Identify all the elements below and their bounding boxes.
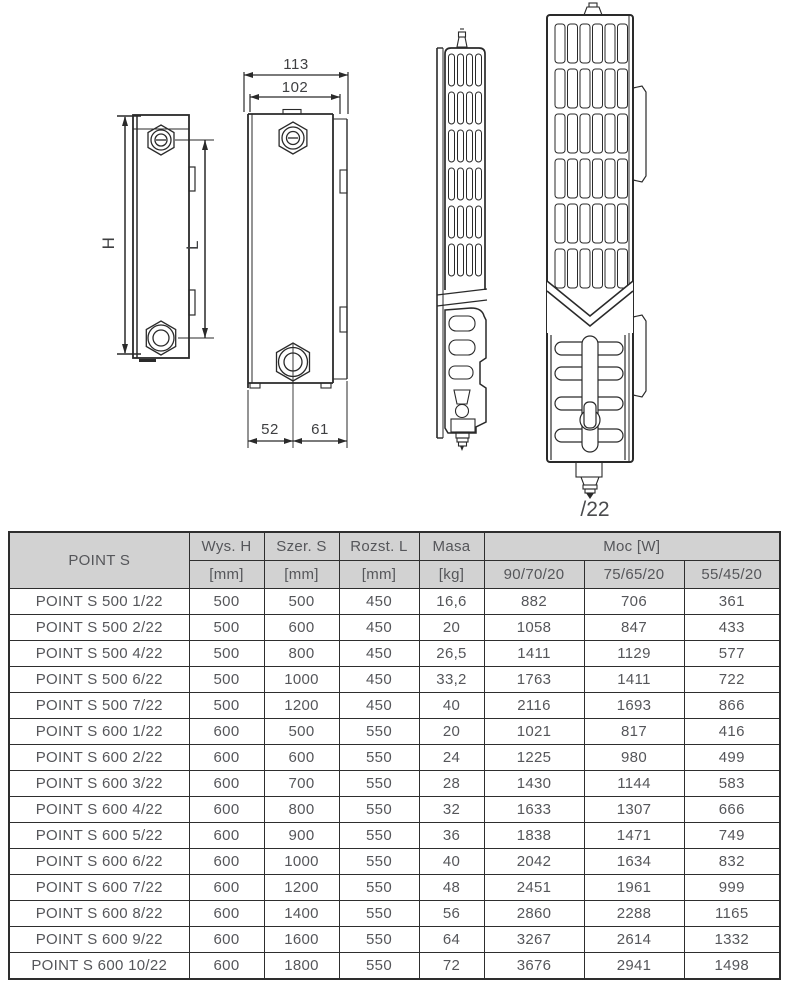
dimension-102 [250,94,340,114]
model-cell: POINT S 600 3/22 [9,771,189,797]
value-cell: 361 [684,589,780,615]
model-cell: POINT S 600 6/22 [9,849,189,875]
value-cell: 980 [584,745,684,771]
table-row [9,823,780,849]
value-cell: 500 [189,693,264,719]
model-cell: POINT S 500 4/22 [9,641,189,667]
table-row [9,641,780,667]
table-row [9,719,780,745]
model-cell: POINT S 600 1/22 [9,719,189,745]
value-cell: 1058 [484,615,584,641]
model-cell: POINT S 500 7/22 [9,693,189,719]
product-series-header: POINT S [9,532,189,589]
drain-plug-icon [456,432,469,451]
value-cell: 1800 [264,953,339,980]
value-cell: 1400 [264,901,339,927]
value-cell: 26,5 [419,641,484,667]
dimension-l [202,140,208,338]
value-cell: 2614 [584,927,684,953]
value-cell: 36 [419,823,484,849]
value-cell: 999 [684,875,780,901]
value-cell: 450 [339,641,419,667]
value-cell: 500 [264,589,339,615]
table-row [9,927,780,953]
value-cell: 800 [264,797,339,823]
side-view-dimension-drawing [236,56,354,456]
value-cell: 33,2 [419,667,484,693]
height-column-header: Wys. H [189,532,264,561]
value-cell: 1430 [484,771,584,797]
spec-table [8,531,781,980]
value-cell: 3267 [484,927,584,953]
height-unit-header: [mm] [189,561,264,589]
break-line [547,281,633,333]
value-cell: 866 [684,693,780,719]
value-cell: 550 [339,719,419,745]
value-cell: 550 [339,797,419,823]
value-cell: 583 [684,771,780,797]
value-cell: 16,6 [419,589,484,615]
value-cell: 1634 [584,849,684,875]
value-cell: 2860 [484,901,584,927]
value-cell: 749 [684,823,780,849]
value-cell: 817 [584,719,684,745]
power-regime-header: 75/65/20 [584,561,684,589]
value-cell: 1600 [264,927,339,953]
value-cell: 1763 [484,667,584,693]
profile-cutaway-wide-drawing [536,0,670,528]
break-line [437,289,487,306]
mass-unit-header: [kg] [419,561,484,589]
top-valve-icon [279,122,307,154]
table-row [9,797,780,823]
value-cell: 416 [684,719,780,745]
table-row [9,693,780,719]
value-cell: 499 [684,745,780,771]
value-cell: 550 [339,927,419,953]
value-cell: 550 [339,823,419,849]
depth-total-label: 113 [283,56,309,73]
value-cell: 706 [584,589,684,615]
pitch-column-header: Rozst. L [339,532,419,561]
table-row [9,953,780,980]
value-cell: 700 [264,771,339,797]
value-cell: 3676 [484,953,584,980]
value-cell: 72 [419,953,484,980]
value-cell: 450 [339,615,419,641]
grille-slots [555,24,628,288]
value-cell: 550 [339,901,419,927]
value-cell: 2451 [484,875,584,901]
value-cell: 1000 [264,667,339,693]
value-cell: 40 [419,849,484,875]
power-regime-header: 90/70/20 [484,561,584,589]
value-cell: 1000 [264,849,339,875]
width-unit-header: [mm] [264,561,339,589]
value-cell: 20 [419,719,484,745]
height-dimension-label: H [99,236,118,250]
table-row [9,875,780,901]
table-row [9,771,780,797]
value-cell: 600 [189,849,264,875]
value-cell: 1838 [484,823,584,849]
value-cell: 500 [264,719,339,745]
value-cell: 1471 [584,823,684,849]
power-regime-header: 55/45/20 [684,561,780,589]
value-cell: 600 [189,797,264,823]
value-cell: 847 [584,615,684,641]
value-cell: 550 [339,745,419,771]
front-grille-panel [445,48,485,290]
value-cell: 40 [419,693,484,719]
value-cell: 600 [264,745,339,771]
value-cell: 600 [189,901,264,927]
model-cell: POINT S 600 5/22 [9,823,189,849]
value-cell: 500 [189,667,264,693]
profile-cutaway-narrow-drawing [424,18,508,470]
value-cell: 600 [189,927,264,953]
value-cell: 24 [419,745,484,771]
spacing-dimension-label: L [183,240,202,250]
value-cell: 832 [684,849,780,875]
value-cell: 550 [339,849,419,875]
table-row [9,849,780,875]
value-cell: 1144 [584,771,684,797]
wall-bracket [633,86,646,397]
value-cell: 48 [419,875,484,901]
value-cell: 600 [189,823,264,849]
value-cell: 450 [339,589,419,615]
value-cell: 500 [189,641,264,667]
value-cell: 800 [264,641,339,667]
model-cell: POINT S 600 8/22 [9,901,189,927]
radiator-panel [133,115,189,361]
model-cell: POINT S 500 6/22 [9,667,189,693]
convector-section [445,308,486,433]
value-cell: 2042 [484,849,584,875]
depth-panel-label: 102 [281,79,309,96]
table-row [9,667,780,693]
value-cell: 577 [684,641,780,667]
value-cell: 1633 [484,797,584,823]
grille-slots [449,54,482,276]
value-cell: 1411 [484,641,584,667]
model-cell: POINT S 600 10/22 [9,953,189,980]
pitch-unit-header: [mm] [339,561,419,589]
value-cell: 2116 [484,693,584,719]
value-cell: 32 [419,797,484,823]
value-cell: 1411 [584,667,684,693]
value-cell: 450 [339,667,419,693]
value-cell: 1021 [484,719,584,745]
value-cell: 550 [339,771,419,797]
model-cell: POINT S 500 2/22 [9,615,189,641]
value-cell: 600 [189,875,264,901]
spec-table-header [9,532,780,589]
value-cell: 1307 [584,797,684,823]
value-cell: 56 [419,901,484,927]
value-cell: 20 [419,615,484,641]
model-cell: POINT S 600 7/22 [9,875,189,901]
value-cell: 1693 [584,693,684,719]
table-row [9,589,780,615]
bottom-valve-icon [146,321,214,355]
value-cell: 600 [189,771,264,797]
value-cell: 550 [339,953,419,980]
value-cell: 1332 [684,927,780,953]
value-cell: 500 [189,589,264,615]
value-cell: 1498 [684,953,780,980]
value-cell: 1200 [264,693,339,719]
value-cell: 1200 [264,875,339,901]
value-cell: 500 [189,615,264,641]
value-cell: 28 [419,771,484,797]
value-cell: 882 [484,589,584,615]
drain-plug-icon [576,462,602,499]
spec-table-body [9,589,780,980]
mass-column-header: Masa [419,532,484,561]
value-cell: 722 [684,667,780,693]
table-row [9,745,780,771]
value-cell: 1129 [584,641,684,667]
back-panel [437,48,443,438]
value-cell: 2941 [584,953,684,980]
air-vent-plug-icon [457,29,467,47]
value-cell: 666 [684,797,780,823]
table-row [9,615,780,641]
wall-bracket [340,170,347,332]
model-cell: POINT S 500 1/22 [9,589,189,615]
value-cell: 600 [189,745,264,771]
value-cell: 450 [339,693,419,719]
value-cell: 550 [339,875,419,901]
value-cell: 900 [264,823,339,849]
value-cell: 600 [189,953,264,980]
width-column-header: Szer. S [264,532,339,561]
value-cell: 1165 [684,901,780,927]
front-view-drawing [86,103,218,405]
convector-section [551,335,625,460]
value-cell: 64 [419,927,484,953]
model-cell: POINT S 600 4/22 [9,797,189,823]
table-row [9,901,780,927]
model-cell: POINT S 600 9/22 [9,927,189,953]
value-cell: 1961 [584,875,684,901]
value-cell: 600 [189,719,264,745]
value-cell: 433 [684,615,780,641]
radiator-type-label: /22 [580,498,610,521]
bottom-right-offset-label: 61 [311,421,329,438]
power-group-header: Moc [W] [484,532,780,561]
value-cell: 1225 [484,745,584,771]
air-vent-plug-icon [584,3,602,15]
model-cell: POINT S 600 2/22 [9,745,189,771]
bottom-left-offset-label: 52 [261,421,279,438]
value-cell: 2288 [584,901,684,927]
value-cell: 600 [264,615,339,641]
